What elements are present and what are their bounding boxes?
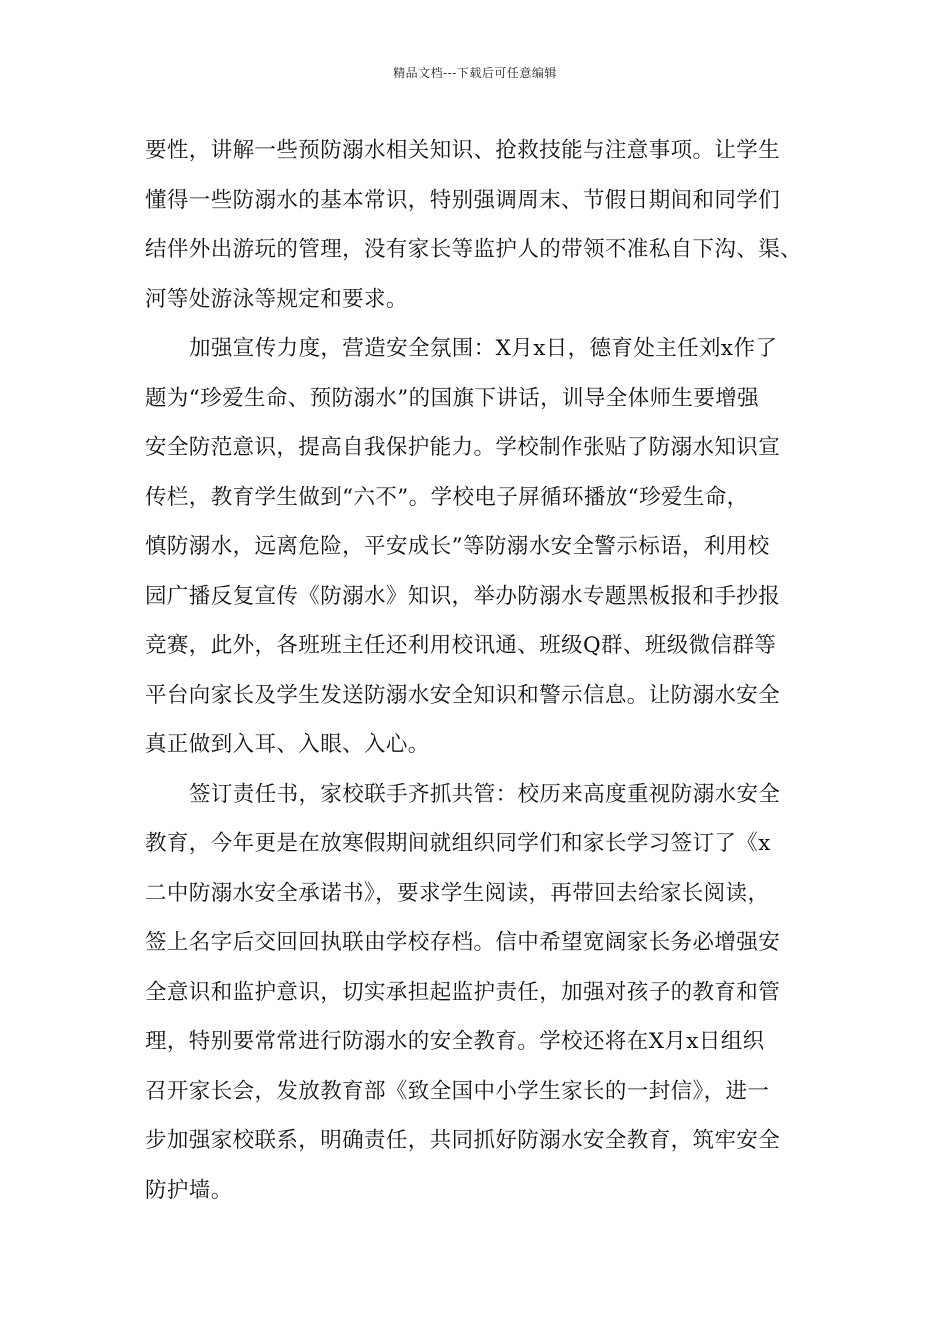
text-line: 懂得一些防溺水的基本常识，特别强调周末、节假日期间和同学们 <box>145 187 781 213</box>
text-line: 平台向家长及学生发送防溺水安全知识和警示信息。让防溺水安全 <box>145 682 781 708</box>
paragraph <box>145 324 810 770</box>
text-line: 教育，今年更是在放寒假期间就组织同学们和家长学习签订了《x <box>145 831 771 856</box>
document-body <box>145 126 810 1215</box>
text-line: 防护墙。 <box>145 1177 233 1203</box>
text-line: 安全防范意识，提高自我保护能力。学校制作张贴了防溺水知识宣 <box>145 435 781 460</box>
text-line: 慎防溺水，远离危险，平安成长”等防溺水安全警示标语，利用校 <box>145 534 770 559</box>
text-line: 签上名字后交回回执联由学校存档。信中希望宽阔家长务必增强安 <box>145 930 781 955</box>
text-line: 签订责任书，家校联手齐抓共管：校历来高度重视防溺水安全 <box>189 781 781 807</box>
text-line: 步加强家校联系，明确责任，共同抓好防溺水安全教育，筑牢安全 <box>145 1128 781 1153</box>
text-line: 结伴外出游玩的管理，没有家长等监护人的带领不准私自下沟、渠、 <box>145 237 803 262</box>
text-line: 题为“珍爱生命、预防溺水”的国旗下讲话，训导全体师生要增强 <box>145 385 760 411</box>
text-line: 理，特别要常常进行防溺水的安全教育。学校还将在X月x日组织 <box>145 1029 765 1054</box>
paragraph <box>145 126 810 324</box>
paragraph <box>145 770 810 1216</box>
text-line: 加强宣传力度，营造安全氛围：X月x日，德育处主任刘x作了 <box>189 336 778 361</box>
text-line: 二中防溺水安全承诺书》，要求学生阅读，再带回去给家长阅读， <box>145 880 770 906</box>
text-line: 园广播反复宣传《防溺水》知识，举办防溺水专题黑板报和手抄报 <box>145 583 781 609</box>
text-line: 竞赛，此外，各班班主任还利用校讯通、班级Q群、班级微信群等 <box>145 633 777 658</box>
text-line: 真正做到入耳、入眼、入心。 <box>145 732 430 757</box>
text-line: 召开家长会，发放教育部《致全国中小学生家长的一封信》，进一 <box>145 1078 770 1104</box>
text-line: 传栏，教育学生做到“六不”。学校电子屏循环播放“珍爱生命， <box>145 484 749 510</box>
page-header: 精品文档---下载后可任意编辑 <box>393 66 557 80</box>
text-line: 要性，讲解一些预防溺水相关知识、抢救技能与注意事项。让学生 <box>145 138 781 163</box>
text-line: 河等处游泳等规定和要求。 <box>145 286 408 312</box>
text-line: 全意识和监护意识，切实承担起监护责任，加强对孩子的教育和管 <box>145 979 781 1005</box>
